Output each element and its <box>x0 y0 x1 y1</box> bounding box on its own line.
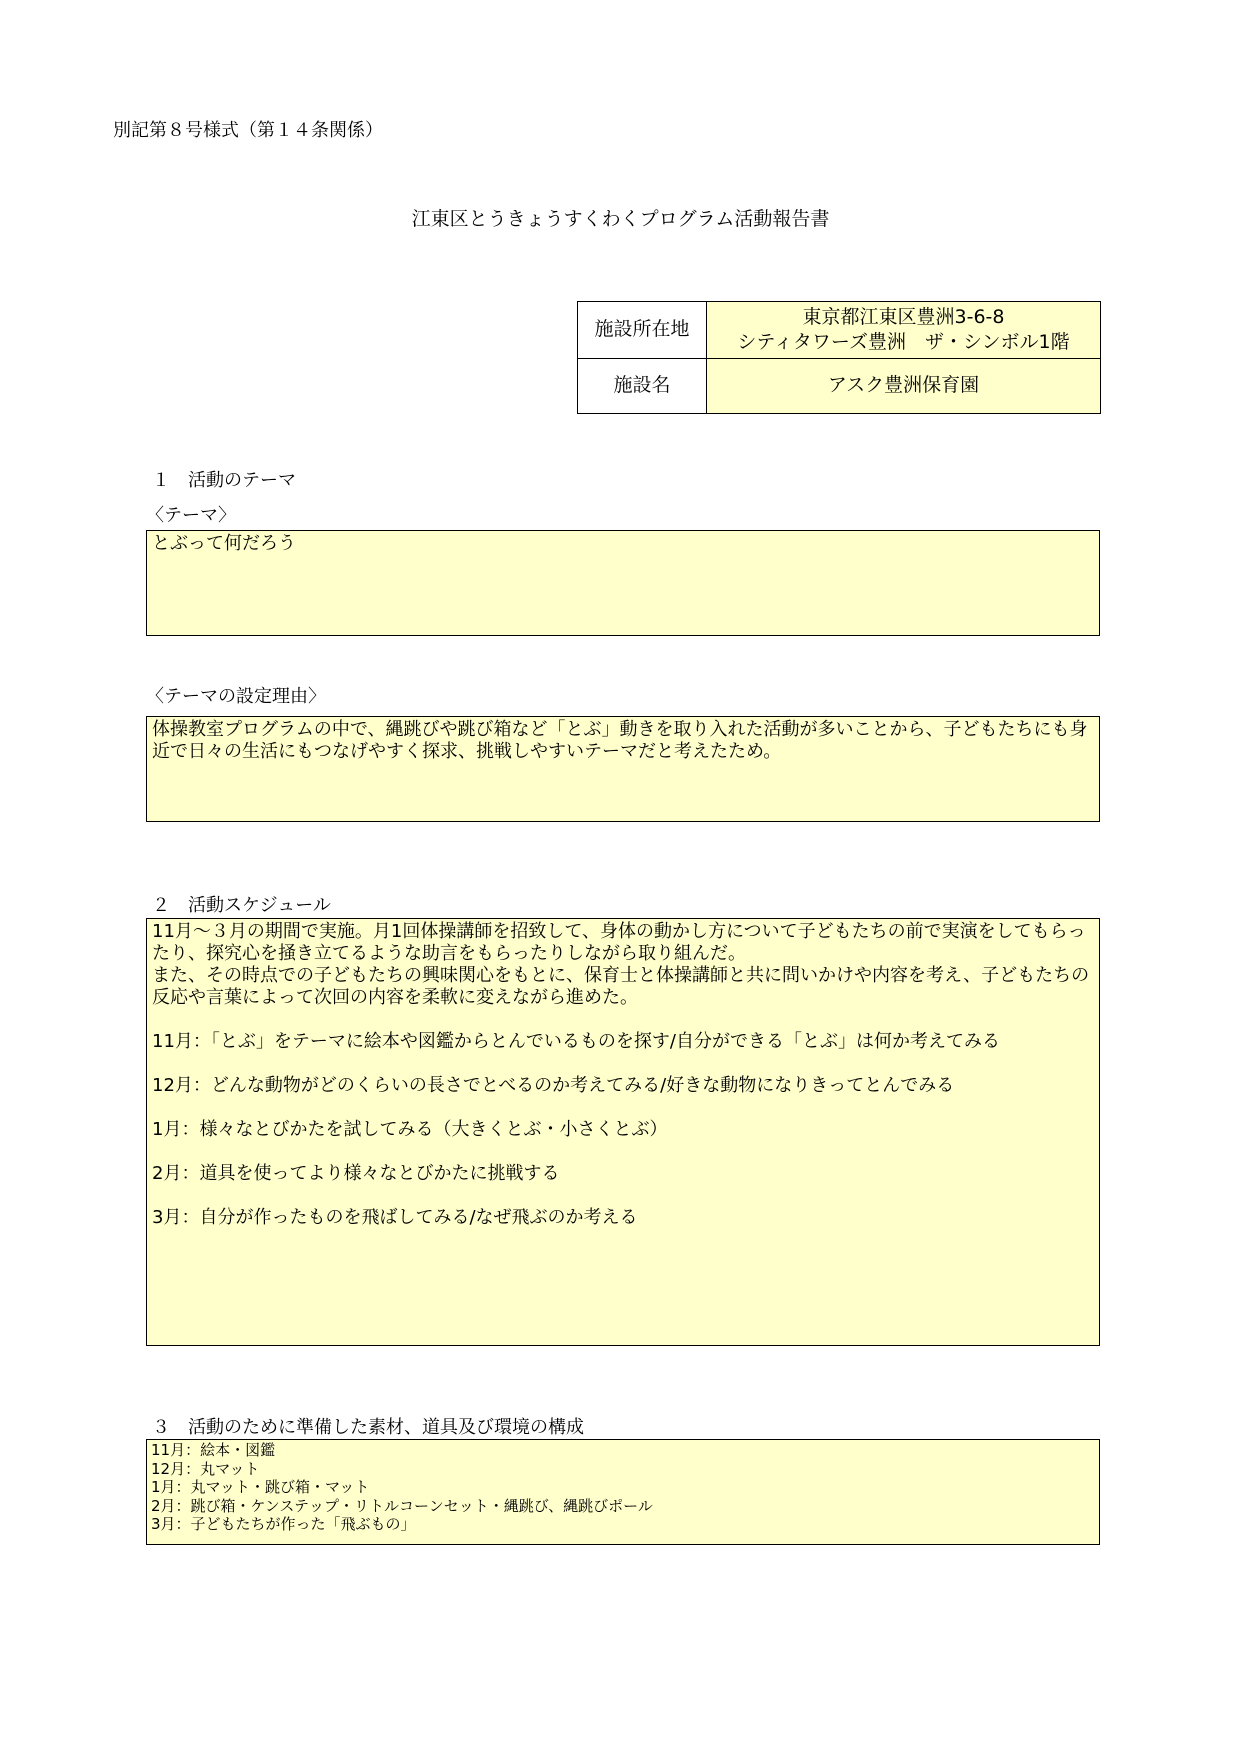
facility-name-value: アスク豊洲保育園 <box>707 358 1101 414</box>
section3-heading: ３ 活動のために準備した素材、道具及び環境の構成 <box>152 1417 584 1438</box>
address-value <box>707 302 1101 359</box>
reason-box: 体操教室プログラムの中で、縄跳びや跳び箱など「とぶ」動きを取り入れた活動が多いことから、子どもたちにも身近で日々の生活にもつなげやすく探求、挑戦しやすいテーマだと考えたため。 <box>146 716 1100 822</box>
section1-heading: １ 活動のテーマ <box>152 470 296 491</box>
theme-label: 〈テーマ〉 <box>146 505 236 526</box>
form-label: 別記第８号様式（第１４条関係） <box>113 120 383 141</box>
facility-name-label: 施設名 <box>578 358 707 414</box>
section2-heading: ２ 活動スケジュール <box>152 895 331 916</box>
theme-box: とぶって何だろう <box>146 530 1100 636</box>
document-title: 江東区とうきょうすくわくプログラム活動報告書 <box>411 208 830 230</box>
address-label: 施設所在地 <box>578 302 707 359</box>
address-line-1: 東京都江東区豊洲3-6-8 <box>802 305 1005 328</box>
facility-info-table <box>577 301 1101 414</box>
reason-label: 〈テーマの設定理由〉 <box>146 686 326 707</box>
materials-box: 11月：絵本・図鑑 12月：丸マット 1月：丸マット・跳び箱・マット 2月：跳び箱・ケンステップ・リトルコーンセット・縄跳び、縄跳びポール 3月：子どもたちが作った「飛ぶもの」 <box>146 1439 1100 1545</box>
facility-address-row <box>578 302 1101 359</box>
facility-name-row <box>578 358 1101 414</box>
schedule-box: 11月～３月の期間で実施。月1回体操講師を招致して、身体の動かし方について子どもたちの前で実演をしてもらったり、探究心を掻き立てるような助言をもらったりしながら取り組んだ。 また、その時点での子どもたちの興味関心をもとに、保育士と体操講師と共に問いかけや内容を考え、子どもたちの反応や言葉によって次回の内容を柔軟に変えながら進めた。 11月：「とぶ」をテーマに絵本や図鑑からとんでいるものを探す/自分ができる「とぶ」は何か考えてみる 12月：どんな動物がどのくらいの長さでとべるのか考えてみる/好きな動物になりきってとんでみる 1月：様々なとびかたを試してみる（大きくとぶ・小さくとぶ） 2月：道具を使ってより様々なとびかたに挑戦する 3月：自分が作ったものを飛ばしてみる/なぜ飛ぶのか考える <box>146 918 1100 1346</box>
address-line-2: シティタワーズ豊洲 ザ・シンボル1階 <box>737 330 1070 353</box>
